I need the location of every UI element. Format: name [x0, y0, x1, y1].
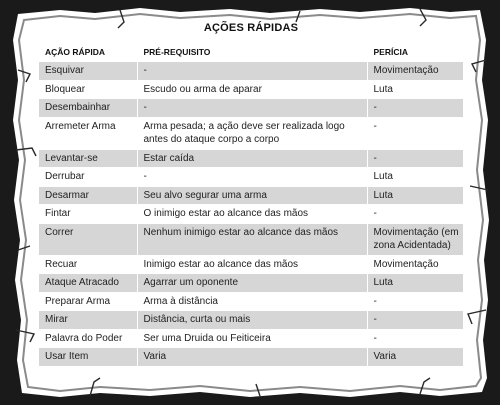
- cell-prerequisite: Estar caída: [137, 149, 367, 168]
- table-row: [39, 149, 463, 168]
- quick-actions-table: [39, 38, 463, 367]
- quick-actions-panel: [39, 18, 463, 367]
- cell-action: Ataque Atracado: [39, 274, 137, 293]
- table-row: [39, 117, 463, 149]
- cell-skill: Luta: [367, 274, 463, 293]
- table-row: [39, 62, 463, 80]
- table-row: [39, 80, 463, 99]
- cell-action: Desembainhar: [39, 99, 137, 118]
- table-row: [39, 329, 463, 348]
- cell-prerequisite: Varia: [137, 348, 367, 367]
- column-header-skill: PERÍCIA: [367, 38, 463, 62]
- cell-skill: Varia: [367, 348, 463, 367]
- cell-action: Correr: [39, 223, 137, 255]
- cell-prerequisite: Inimigo estar ao alcance das mãos: [137, 255, 367, 274]
- cell-prerequisite: Agarrar um oponente: [137, 274, 367, 293]
- cell-skill: -: [367, 311, 463, 330]
- table-row: [39, 348, 463, 367]
- cell-action: Preparar Arma: [39, 292, 137, 311]
- table-row: [39, 292, 463, 311]
- cell-action: Arremeter Arma: [39, 117, 137, 149]
- cell-skill: Luta: [367, 80, 463, 99]
- column-header-prerequisite: PRÉ-REQUISITO: [137, 38, 367, 62]
- cell-action: Esquivar: [39, 62, 137, 80]
- cell-action: Derrubar: [39, 168, 137, 187]
- cell-skill: -: [367, 205, 463, 224]
- cell-skill: -: [367, 292, 463, 311]
- cell-action: Bloquear: [39, 80, 137, 99]
- cell-skill: Movimentação: [367, 255, 463, 274]
- cell-prerequisite: Distância, curta ou mais: [137, 311, 367, 330]
- cell-prerequisite: Arma à distância: [137, 292, 367, 311]
- table-row: [39, 99, 463, 118]
- cell-skill: -: [367, 99, 463, 118]
- table-row: [39, 205, 463, 224]
- cell-skill: -: [367, 329, 463, 348]
- cell-action: Fintar: [39, 205, 137, 224]
- page-title: AÇÕES RÁPIDAS: [203, 22, 299, 34]
- table-row: [39, 223, 463, 255]
- cell-skill: Movimentação (em zona Acidentada): [367, 223, 463, 255]
- cell-skill: Movimentação: [367, 62, 463, 80]
- cell-prerequisite: -: [137, 62, 367, 80]
- column-header-action: AÇÃO RÁPIDA: [45, 47, 105, 57]
- cell-skill: -: [367, 117, 463, 149]
- cell-action: Recuar: [39, 255, 137, 274]
- cell-action: Palavra do Poder: [39, 329, 137, 348]
- table-header-row: [39, 38, 463, 62]
- cell-prerequisite: Nenhum inimigo estar ao alcance das mãos: [137, 223, 367, 255]
- cell-action: Mirar: [39, 311, 137, 330]
- cell-prerequisite: O inimigo estar ao alcance das mãos: [137, 205, 367, 224]
- cell-prerequisite: Escudo ou arma de aparar: [137, 80, 367, 99]
- cell-action: Usar Item: [39, 348, 137, 367]
- cell-action: Desarmar: [39, 186, 137, 205]
- cell-prerequisite: Seu alvo segurar uma arma: [137, 186, 367, 205]
- table-row: [39, 255, 463, 274]
- table-row: [39, 311, 463, 330]
- cell-prerequisite: -: [137, 99, 367, 118]
- table-row: [39, 186, 463, 205]
- cell-skill: Luta: [367, 186, 463, 205]
- cell-skill: -: [367, 149, 463, 168]
- cell-prerequisite: Arma pesada; a ação deve ser realizada logo antes do ataque corpo a corpo: [137, 117, 367, 149]
- cell-prerequisite: -: [137, 168, 367, 187]
- cell-action: Levantar-se: [39, 149, 137, 168]
- table-row: [39, 168, 463, 187]
- cell-prerequisite: Ser uma Druida ou Feiticeira: [137, 329, 367, 348]
- table-row: [39, 274, 463, 293]
- cell-skill: Luta: [367, 168, 463, 187]
